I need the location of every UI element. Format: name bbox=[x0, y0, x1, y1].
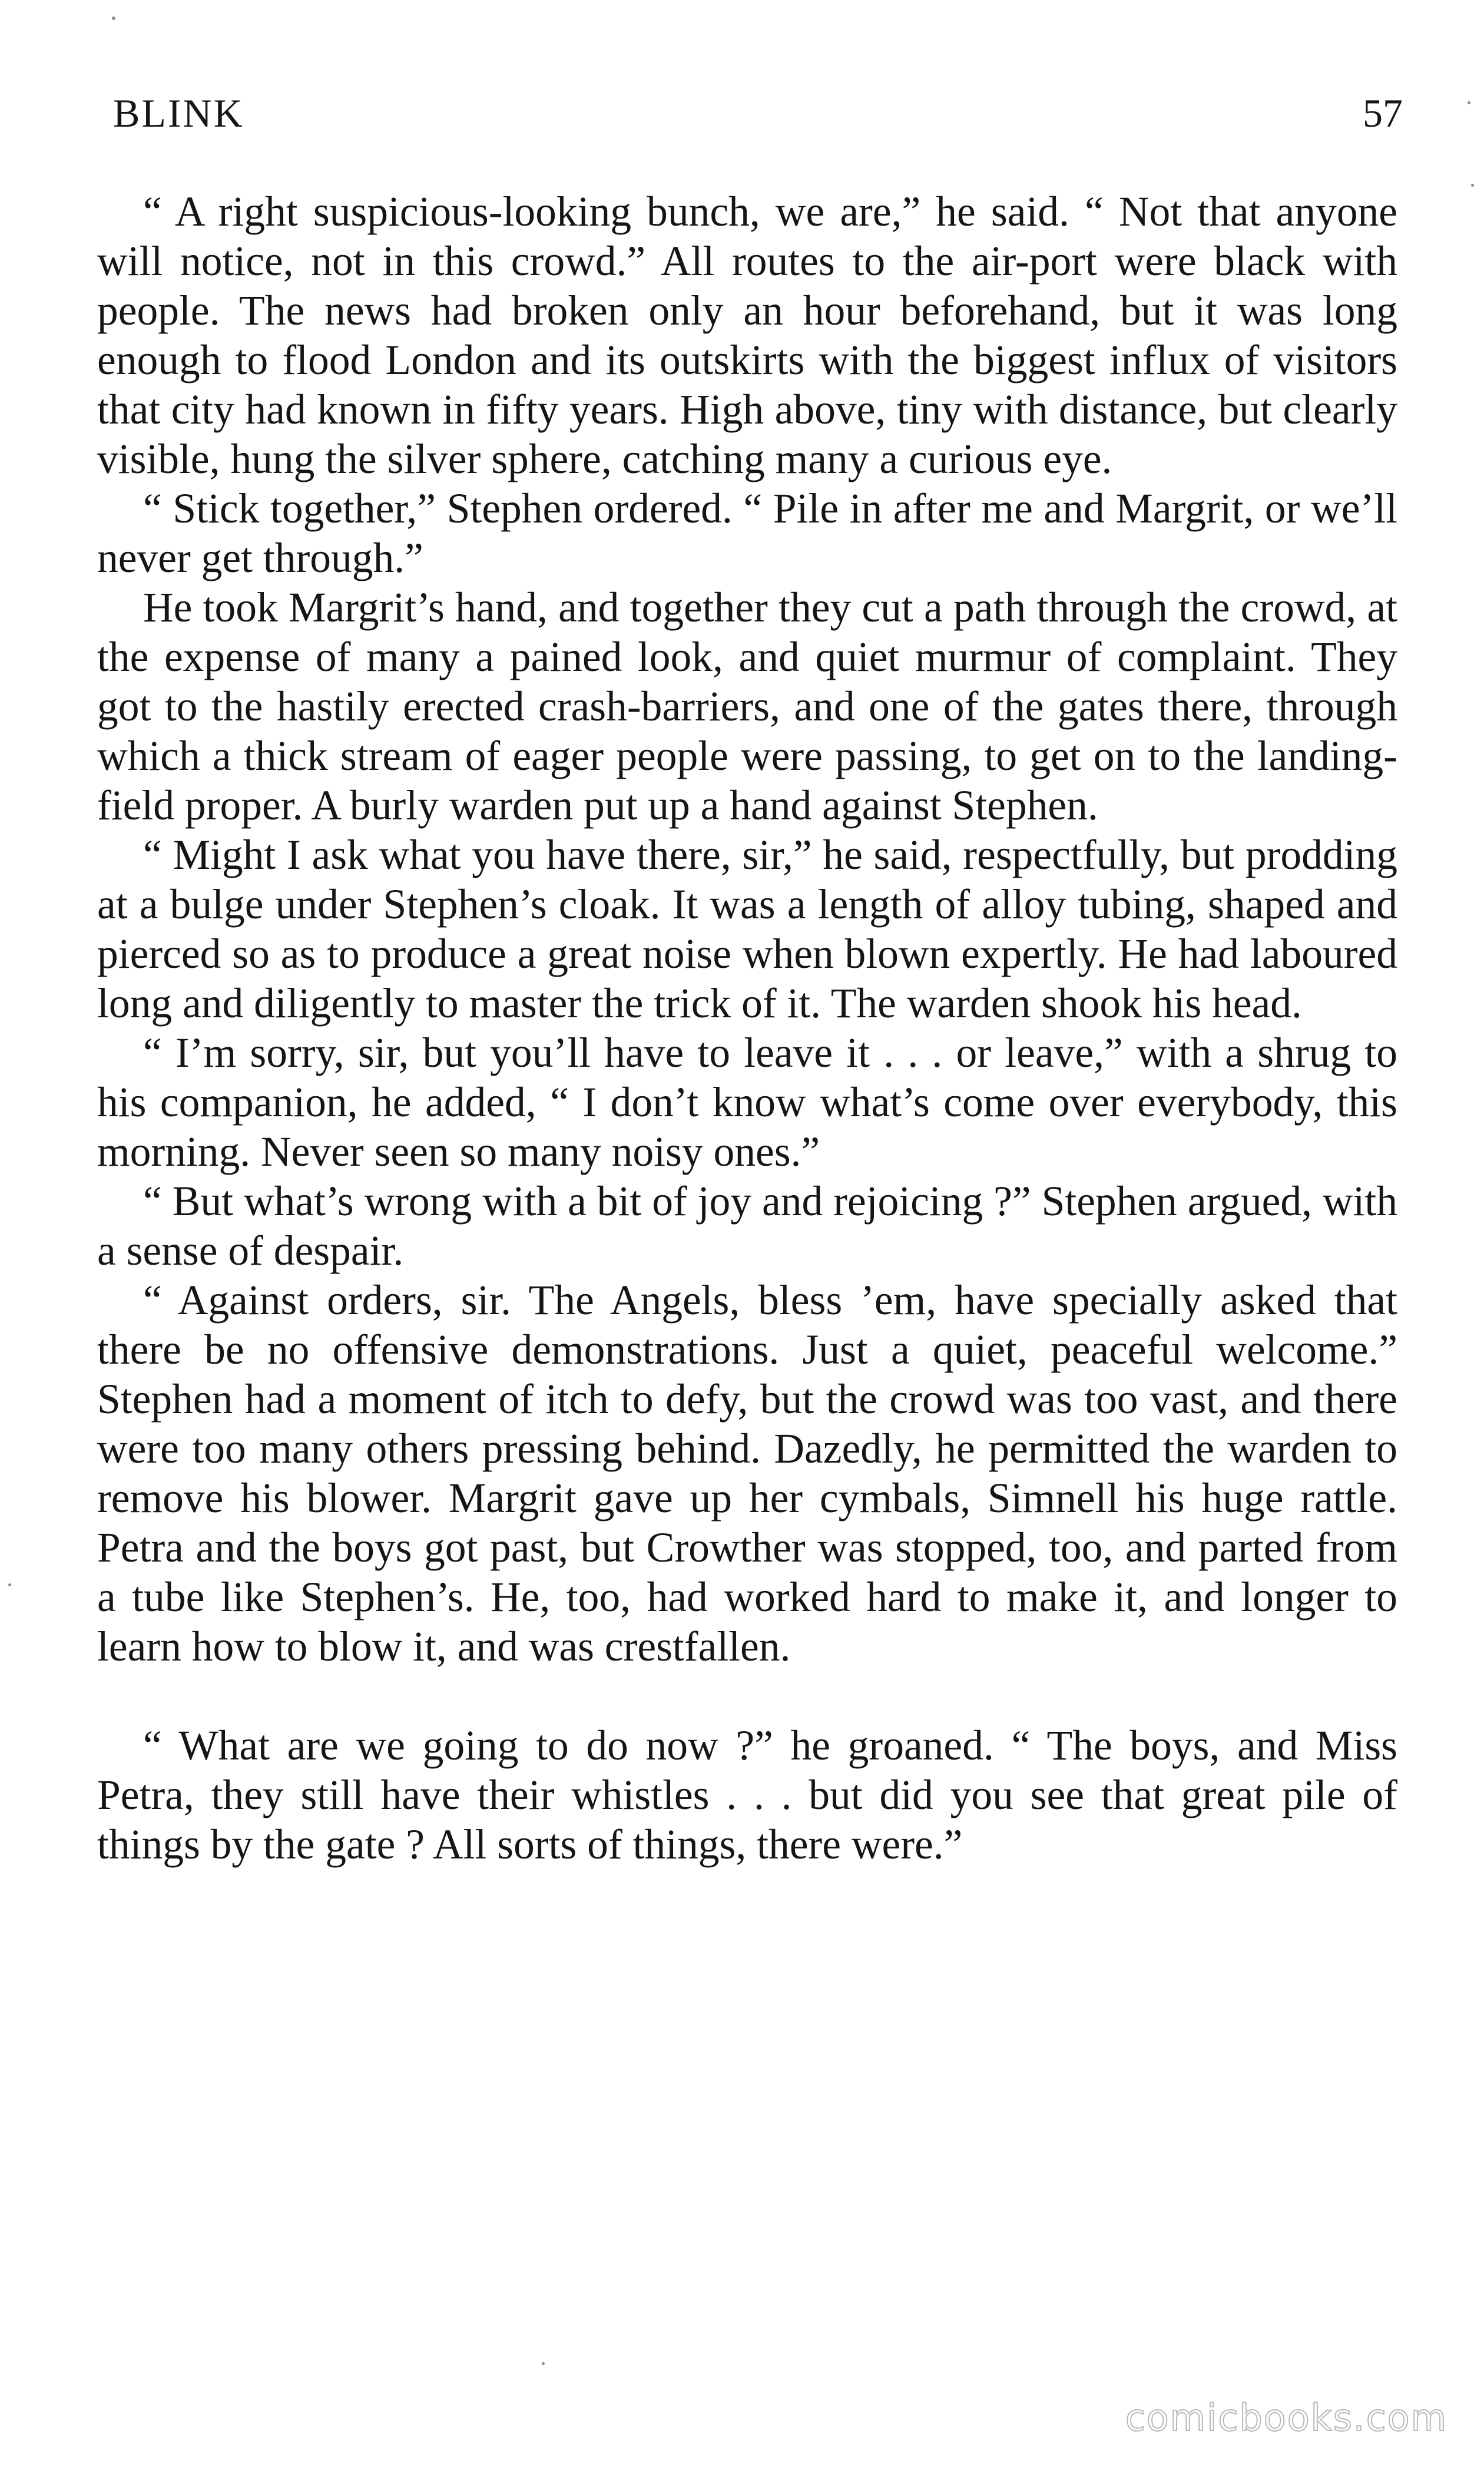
paragraph: “ Might I ask what you have there, sir,” he said, respectfully, but prodding at a bulge under Stephen’s cloak. It was a length of alloy tubing, shaped and pierced so as to produce a great noise when blown expertly. He had laboured long and diligently to master the trick of it. The warden shook his head. bbox=[97, 832, 1397, 1027]
page-number: 57 bbox=[1363, 91, 1403, 135]
paragraph: “ I’m sorry, sir, but you’ll have to leave it . . . or leave,” with a shrug to his companion, he added, “ I don’t know what’s come over everybody, this morning. Never seen so many noisy ones.” bbox=[97, 1030, 1397, 1175]
paper-speck bbox=[8, 1583, 11, 1586]
body-text bbox=[97, 187, 1397, 1870]
paragraph: “ A right suspicious-looking bunch, we are,” he said. “ Not that anyone will notice, not in this crowd.” All routes to the air-port were black with people. The news had broken only an hour beforehand, but it was long enough to flood London and its outskirts with the biggest influx of visitors that city had known in fifty years. High above, tiny with distance, but clearly visible, hung the silver sphere, catching many a curious eye. bbox=[97, 188, 1397, 482]
paper-speck bbox=[112, 16, 115, 20]
paper-speck bbox=[1471, 184, 1474, 187]
running-head: BLINK bbox=[113, 91, 244, 135]
paragraph: “ What are we going to do now ?” he groaned. “ The boys, and Miss Petra, they still have their whistles . . . but did you see that great pile of things by the gate ? All sorts of things, there were.” bbox=[97, 1722, 1397, 1868]
paper-speck bbox=[542, 2362, 545, 2365]
watermark: comicbooks.com bbox=[1125, 2396, 1447, 2439]
paragraph: He took Margrit’s hand, and together they cut a path through the crowd, at the expense of many a pained look, and quiet murmur of complaint. They got to the hastily erected crash-barriers, and one of the gates there, through which a thick stream of eager people were passing, to get on to the landing-field proper. A burly warden put up a hand against Stephen. bbox=[97, 584, 1397, 829]
paragraph: “ Against orders, sir. The Angels, bless ’em, have specially asked that there be no offensive demonstrations. Just a quiet, peaceful welcome.” Stephen had a moment of itch to defy, but the crowd was too vast, and there were too many others pressing behind. Dazedly, he permitted the warden to remove his blower. Margrit gave up her cymbals, Simnell his huge rattle. Petra and the boys got past, but Crowther was stopped, too, and parted from a tube like Stephen’s. He, too, had worked hard to make it, and longer to learn how to blow it, and was crestfallen. bbox=[97, 1277, 1397, 1670]
paragraph: “ But what’s wrong with a bit of joy and rejoicing ?” Stephen argued, with a sense of despair. bbox=[97, 1178, 1397, 1274]
paragraph: “ Stick together,” Stephen ordered. “ Pile in after me and Margrit, or we’ll never get through.” bbox=[97, 485, 1397, 581]
paper-speck bbox=[1468, 101, 1470, 104]
page-header bbox=[113, 93, 1403, 133]
